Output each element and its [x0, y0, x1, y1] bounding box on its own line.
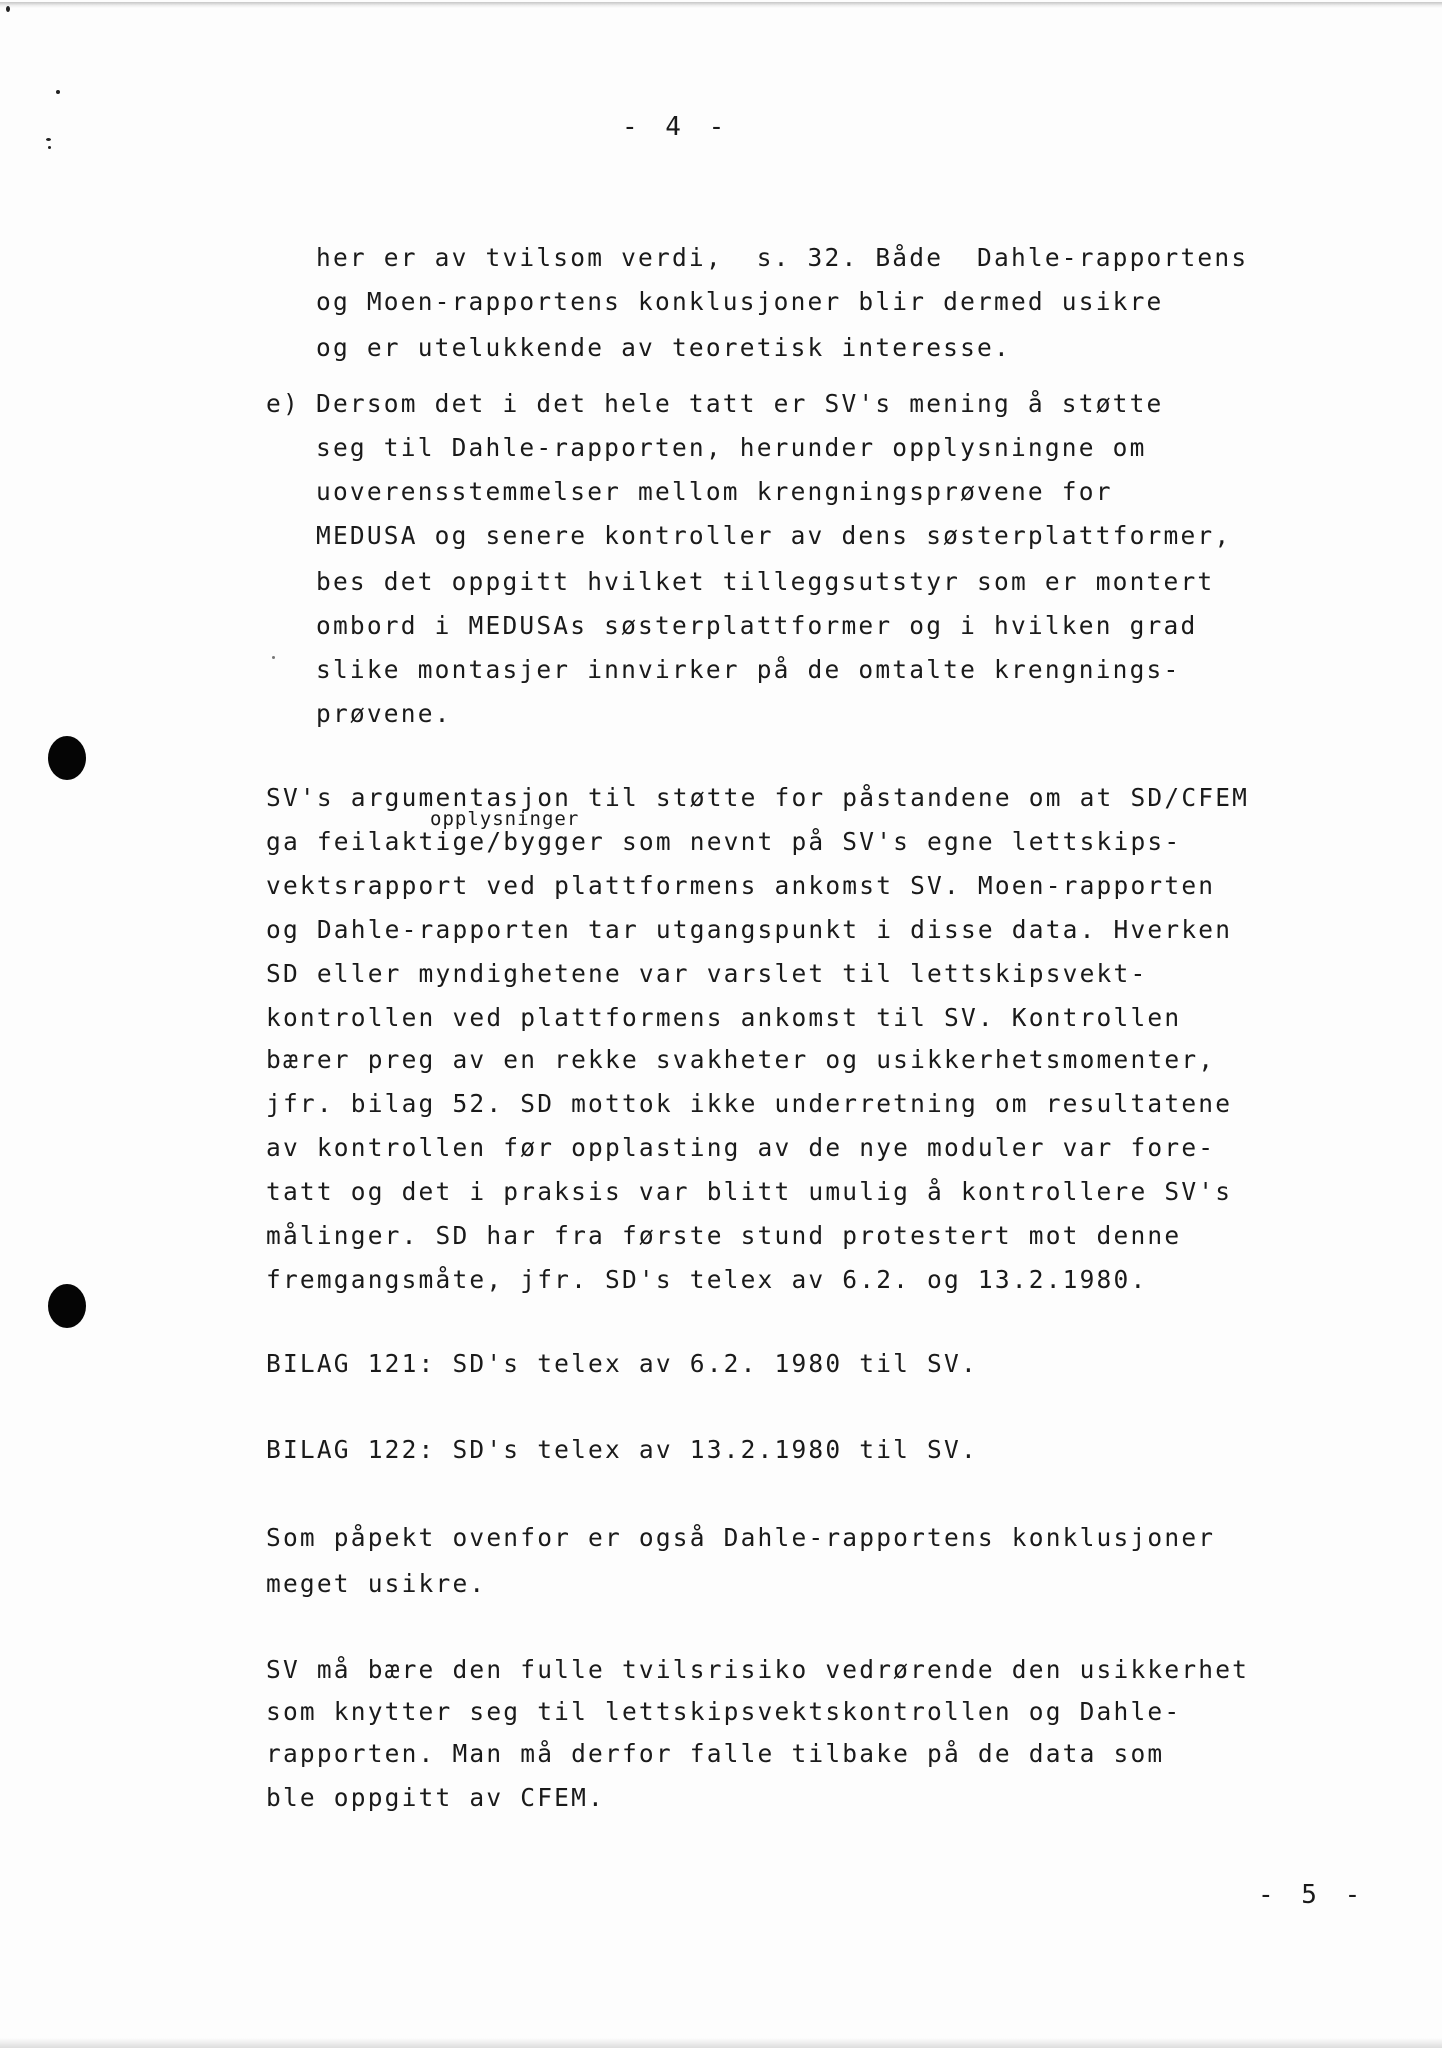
paragraph-line: rapporten. Man må derfor falle tilbake på de data som	[266, 1739, 1165, 1768]
list-item-line: slike montasjer innvirker på de omtalte krengnings-	[316, 655, 1181, 684]
list-marker: e)	[266, 389, 300, 418]
page-number: - 4 -	[622, 112, 731, 142]
scan-speck	[272, 656, 275, 659]
list-item-line: seg til Dahle-rapporten, herunder opplysningne om	[316, 433, 1147, 462]
scan-speck	[6, 6, 10, 12]
list-item-line: Dersom det i det hele tatt er SV's mening å støtte	[316, 389, 1164, 418]
scan-speck	[56, 90, 60, 94]
paragraph-line: Som påpekt ovenfor er også Dahle-rapportens konklusjoner	[266, 1523, 1216, 1552]
handwritten-insertion: opplysninger	[430, 808, 580, 830]
paragraph-line: tatt og det i praksis var blitt umulig å kontrollere SV's	[266, 1177, 1233, 1206]
paragraph-line: kontrollen ved plattformens ankomst til SV. Kontrollen	[266, 1003, 1182, 1032]
punch-hole	[48, 736, 86, 780]
paragraph-line: SV's argumentasjon til støtte for påstandene om at SD/CFEM	[266, 783, 1250, 812]
paragraph-line: vektsrapport ved plattformens ankomst SV. Moen-rapporten	[266, 871, 1216, 900]
paragraph-line: meget usikre.	[266, 1569, 487, 1598]
attachment-reference: BILAG 121: SD's telex av 6.2. 1980 til SV.	[266, 1349, 978, 1378]
scan-speck	[46, 138, 51, 141]
list-item-line: MEDUSA og senere kontroller av dens søsterplattformer,	[316, 521, 1232, 550]
paragraph-line: ga feilaktige/bygger som nevnt på SV's egne lettskips-	[266, 827, 1182, 856]
scan-top-edge	[0, 2, 1442, 8]
punch-hole	[48, 1284, 86, 1328]
next-page-marker: - 5 -	[1258, 1880, 1367, 1910]
scan-speck	[48, 146, 51, 149]
paragraph-line: ble oppgitt av CFEM.	[266, 1783, 606, 1812]
list-item-line: ombord i MEDUSAs søsterplattformer og i hvilken grad	[316, 611, 1198, 640]
paragraph-line: SD eller myndighetene var varslet til lettskipsvekt-	[266, 959, 1148, 988]
paragraph-line: og Dahle-rapporten tar utgangspunkt i disse data. Hverken	[266, 915, 1233, 944]
attachment-reference: BILAG 122: SD's telex av 13.2.1980 til SV.	[266, 1435, 978, 1464]
paragraph-line: SV må bære den fulle tvilsrisiko vedrørende den usikkerhet	[266, 1655, 1250, 1684]
paragraph-line: målinger. SD har fra første stund protestert mot denne	[266, 1221, 1182, 1250]
paragraph-line: av kontrollen før opplasting av de nye moduler var fore-	[266, 1133, 1216, 1162]
paragraph-line: og er utelukkende av teoretisk interesse.	[316, 333, 1011, 362]
paragraph-line: som knytter seg til lettskipsvektskontrollen og Dahle-	[266, 1697, 1182, 1726]
paragraph-line: og Moen-rapportens konklusjoner blir dermed usikre	[316, 287, 1164, 316]
list-item-line: prøvene.	[316, 699, 452, 728]
paragraph-line: fremgangsmåte, jfr. SD's telex av 6.2. og 13.2.1980.	[266, 1265, 1148, 1294]
list-item-line: uoverensstemmelser mellom krengningsprøvene for	[316, 477, 1113, 506]
scan-bottom-edge	[0, 2038, 1442, 2048]
paragraph-line: jfr. bilag 52. SD mottok ikke underretning om resultatene	[266, 1089, 1233, 1118]
list-item-line: bes det oppgitt hvilket tilleggsutstyr som er montert	[316, 567, 1215, 596]
paragraph-line: her er av tvilsom verdi, s. 32. Både Dahle-rapportens	[316, 243, 1249, 272]
paragraph-line: bærer preg av en rekke svakheter og usikkerhetsmomenter,	[266, 1045, 1216, 1074]
